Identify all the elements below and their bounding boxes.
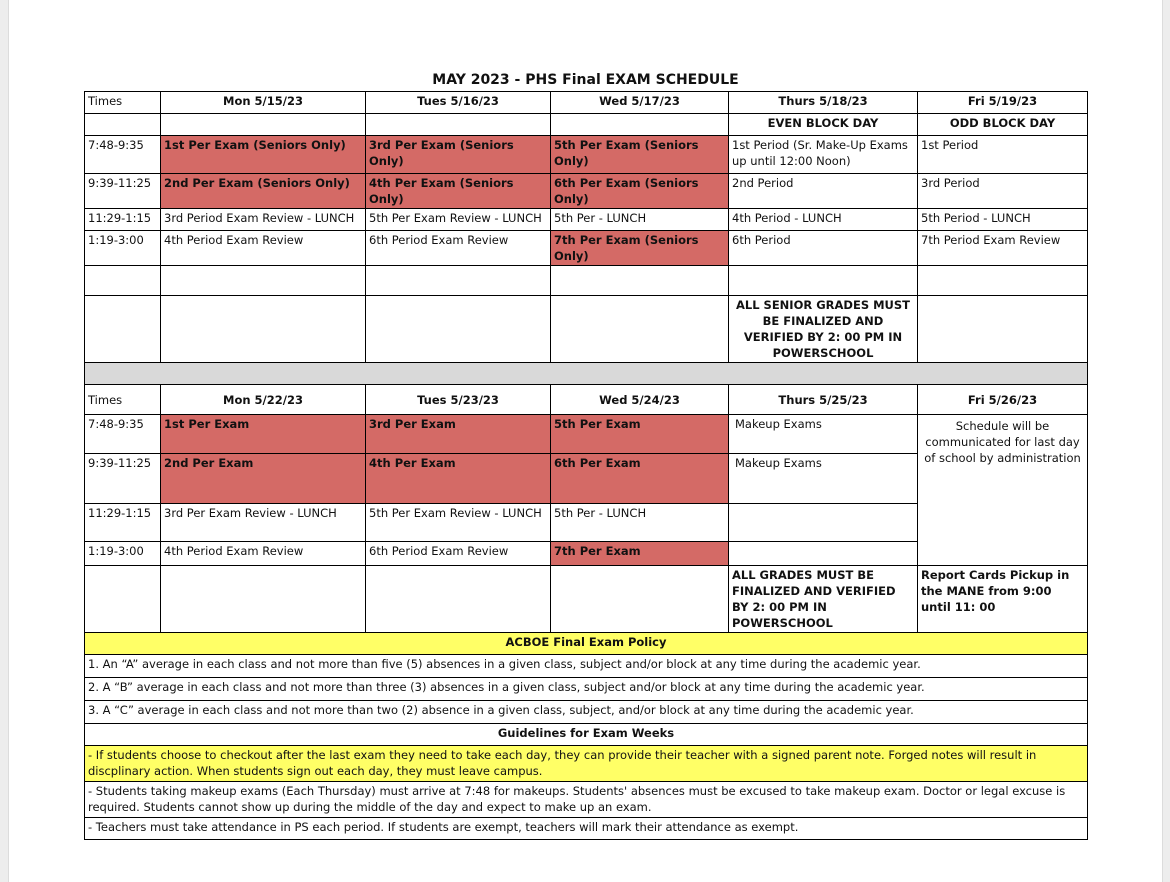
period-cell: 6th Period xyxy=(729,231,918,266)
empty-cell xyxy=(161,114,366,136)
period-cell: 3rd Per Exam Review - LUNCH xyxy=(161,504,366,542)
exam-cell: 2nd Per Exam (Seniors Only) xyxy=(161,174,366,209)
last-day-note: Schedule will be communicated for last day of school by administration xyxy=(918,415,1088,566)
period-cell: 6th Period Exam Review xyxy=(366,542,551,566)
time-cell: 11:29-1:15 xyxy=(85,209,161,231)
exam-cell: 4th Per Exam xyxy=(366,454,551,504)
guideline-row xyxy=(85,782,1088,818)
period-cell: 5th Per Exam Review - LUNCH xyxy=(366,209,551,231)
policy-item-row xyxy=(85,655,1088,678)
empty-cell xyxy=(366,114,551,136)
time-cell: 1:19-3:00 xyxy=(85,542,161,566)
odd-block-label: ODD BLOCK DAY xyxy=(918,114,1088,136)
period-cell: 5th Period - LUNCH xyxy=(918,209,1088,231)
period-cell xyxy=(729,504,918,542)
week1-note-row xyxy=(85,296,1088,363)
time-cell: 11:29-1:15 xyxy=(85,504,161,542)
week1-block-row xyxy=(85,114,1088,136)
even-block-label: EVEN BLOCK DAY xyxy=(729,114,918,136)
exam-cell: 3rd Per Exam xyxy=(366,415,551,454)
report-card-note: Report Cards Pickup in the MANE from 9:00 until 11: 00 xyxy=(918,566,1088,633)
period-cell xyxy=(729,542,918,566)
week1-row-2 xyxy=(85,174,1088,209)
policy-item-row xyxy=(85,678,1088,701)
guidelines-heading: Guidelines for Exam Weeks xyxy=(85,724,1088,746)
exam-cell: 6th Per Exam (Seniors Only) xyxy=(551,174,729,209)
exam-cell: 2nd Per Exam xyxy=(161,454,366,504)
day-header-fri: Fri 5/19/23 xyxy=(918,92,1088,114)
guideline-item: - Students taking makeup exams (Each Thursday) must arrive at 7:48 for makeups. Students' absences must be excused to take makeup exam. Doctor or legal excuse is required. Students cannot show up during the middle of the day and expect to make up an exam. xyxy=(85,782,1088,818)
guidelines-heading-row xyxy=(85,724,1088,746)
time-cell: 7:48-9:35 xyxy=(85,136,161,174)
exam-cell: 4th Per Exam (Seniors Only) xyxy=(366,174,551,209)
period-cell: Makeup Exams xyxy=(729,454,918,504)
day-header-tue: Tues 5/23/23 xyxy=(366,385,551,415)
empty-cell xyxy=(85,114,161,136)
period-cell: 5th Per - LUNCH xyxy=(551,209,729,231)
day-header-thu: Thurs 5/25/23 xyxy=(729,385,918,415)
policy-item: 2. A “B” average in each class and not more than three (3) absences in a given class, subject and/or block at any time during the academic year. xyxy=(85,678,1088,701)
empty-cell xyxy=(551,114,729,136)
week2-header-row xyxy=(85,385,1088,415)
period-cell: Makeup Exams xyxy=(729,415,918,454)
day-header-mon: Mon 5/15/23 xyxy=(161,92,366,114)
period-cell: 2nd Period xyxy=(729,174,918,209)
week2-note-row xyxy=(85,566,1088,633)
guideline-row xyxy=(85,818,1088,840)
times-header: Times xyxy=(85,385,161,415)
period-cell: 4th Period Exam Review xyxy=(161,542,366,566)
exam-schedule-sheet xyxy=(84,70,1087,840)
policy-item: 1. An “A” average in each class and not more than five (5) absences in a given class, subject and/or block at any time during the academic year. xyxy=(85,655,1088,678)
exam-cell: 6th Per Exam xyxy=(551,454,729,504)
day-header-wed: Wed 5/24/23 xyxy=(551,385,729,415)
period-cell: 7th Period Exam Review xyxy=(918,231,1088,266)
day-header-tue: Tues 5/16/23 xyxy=(366,92,551,114)
senior-grades-note: ALL SENIOR GRADES MUST BE FINALIZED AND VERIFIED BY 2: 00 PM IN POWERSCHOOL xyxy=(729,296,918,363)
day-header-thu: Thurs 5/18/23 xyxy=(729,92,918,114)
policy-heading: ACBOE Final Exam Policy xyxy=(85,633,1088,655)
period-cell: 4th Period - LUNCH xyxy=(729,209,918,231)
schedule-table xyxy=(84,91,1088,840)
time-cell: 1:19-3:00 xyxy=(85,231,161,266)
period-cell: 5th Per Exam Review - LUNCH xyxy=(366,504,551,542)
policy-heading-row xyxy=(85,633,1088,655)
grades-note: ALL GRADES MUST BE FINALIZED AND VERIFIED BY 2: 00 PM IN POWERSCHOOL xyxy=(729,566,918,633)
exam-cell: 7th Per Exam xyxy=(551,542,729,566)
period-cell: 4th Period Exam Review xyxy=(161,231,366,266)
period-cell: 5th Per - LUNCH xyxy=(551,504,729,542)
exam-cell: 5th Per Exam (Seniors Only) xyxy=(551,136,729,174)
period-cell: 3rd Period xyxy=(918,174,1088,209)
time-cell: 9:39-11:25 xyxy=(85,454,161,504)
week1-blank-row xyxy=(85,266,1088,296)
period-cell: 1st Period (Sr. Make-Up Exams up until 12:00 Noon) xyxy=(729,136,918,174)
week-spacer-row xyxy=(85,363,1088,385)
day-header-fri: Fri 5/26/23 xyxy=(918,385,1088,415)
times-header: Times xyxy=(85,92,161,114)
day-header-mon: Mon 5/22/23 xyxy=(161,385,366,415)
day-header-wed: Wed 5/17/23 xyxy=(551,92,729,114)
time-cell: 7:48-9:35 xyxy=(85,415,161,454)
week1-header-row xyxy=(85,92,1088,114)
period-cell: 3rd Period Exam Review - LUNCH xyxy=(161,209,366,231)
week1-row-3 xyxy=(85,209,1088,231)
period-cell: 6th Period Exam Review xyxy=(366,231,551,266)
policy-item-row xyxy=(85,701,1088,724)
guideline-item: - Teachers must take attendance in PS each period. If students are exempt, teachers will mark their attendance as exempt. xyxy=(85,818,1088,840)
week1-row-4 xyxy=(85,231,1088,266)
guideline-item: - If students choose to checkout after the last exam they need to take each day, they can provide their teacher with a signed parent note. Forged notes will result in discplinary action. When students sign out each day, they must leave campus. xyxy=(85,746,1088,782)
exam-cell: 7th Per Exam (Seniors Only) xyxy=(551,231,729,266)
time-cell: 9:39-11:25 xyxy=(85,174,161,209)
period-cell: 1st Period xyxy=(918,136,1088,174)
exam-cell: 1st Per Exam (Seniors Only) xyxy=(161,136,366,174)
left-page-gutter xyxy=(0,0,9,882)
right-page-gutter xyxy=(1162,0,1170,882)
exam-cell: 1st Per Exam xyxy=(161,415,366,454)
week-spacer xyxy=(85,363,1088,385)
week2-row-1 xyxy=(85,415,1088,454)
exam-cell: 3rd Per Exam (Seniors Only) xyxy=(366,136,551,174)
exam-cell: 5th Per Exam xyxy=(551,415,729,454)
guideline-row xyxy=(85,746,1088,782)
policy-item: 3. A “C” average in each class and not more than two (2) absence in a given class, subject, and/or block at any time during the academic year. xyxy=(85,701,1088,724)
week1-row-1 xyxy=(85,136,1088,174)
page-title: MAY 2023 - PHS Final EXAM SCHEDULE xyxy=(432,72,739,88)
